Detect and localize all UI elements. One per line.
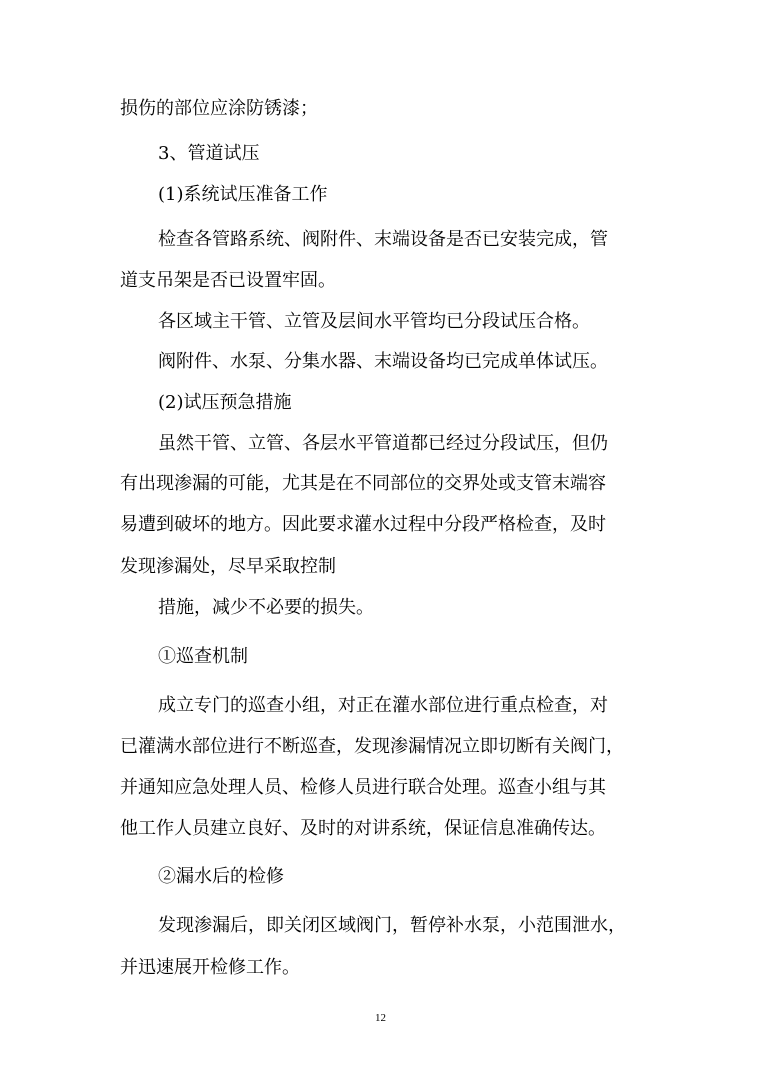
text-line: 措施，减少不必要的损失。 (158, 597, 374, 618)
text-line: 发现渗漏处，尽早采取控制 (120, 556, 336, 577)
text-line: 他工作人员建立良好、及时的对讲系统，保证信息准确传达。 (120, 818, 606, 839)
text-line: 易遭到破坏的地方。因此要求灌水过程中分段严格检查，及时 (120, 514, 606, 535)
section-heading: 3、管道试压 (158, 143, 260, 164)
subsection-heading: (2)试压预急措施 (158, 392, 292, 413)
item-heading: ②漏水后的检修 (158, 866, 284, 887)
text-line: 虽然干管、立管、各层水平管道都已经过分段试压，但仍 (158, 433, 608, 454)
text-line: 有出现渗漏的可能，尤其是在不同部位的交界处或支管末端容 (120, 473, 606, 494)
item-heading: ①巡查机制 (158, 646, 248, 667)
text-line: 阀附件、水泵、分集水器、末端设备均已完成单体试压。 (158, 351, 608, 372)
text-line: 并迅速展开检修工作。 (120, 957, 300, 978)
text-line: 各区域主干管、立管及层间水平管均已分段试压合格。 (158, 311, 590, 332)
text-line: 发现渗漏后，即关闭区域阀门，暂停补水泵，小范围泄水， (158, 915, 626, 936)
text-line: 损伤的部位应涂防锈漆； (120, 98, 318, 119)
text-line: 道支吊架是否已设置牢固。 (120, 270, 336, 291)
subsection-heading: (1)系统试压准备工作 (158, 184, 328, 205)
page-number: 12 (375, 1012, 386, 1024)
text-line: 检查各管路系统、阀附件、末端设备是否已安装完成，管 (158, 229, 608, 250)
text-line: 已灌满水部位进行不断巡查，发现渗漏情况立即切断有关阀门， (120, 736, 624, 757)
text-line: 成立专门的巡查小组，对正在灌水部位进行重点检查，对 (158, 695, 608, 716)
text-line: 并通知应急处理人员、检修人员进行联合处理。巡查小组与其 (120, 777, 606, 798)
